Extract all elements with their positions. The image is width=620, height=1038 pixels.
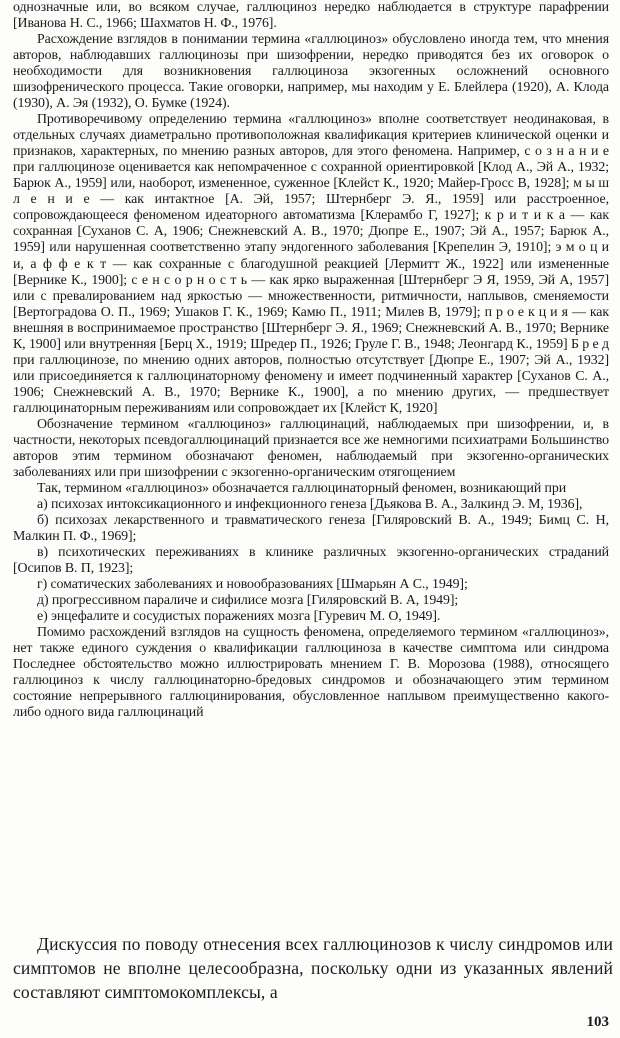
list-item: е) энцефалите и сосудистых поражениях мозга [Гуревич М. О, 1949]. — [37, 609, 441, 625]
small-print-block — [13, 0, 609, 721]
paragraph-parafrenia: однозначные или, во всяком случае, галлюциноз нередко наблюдается в структуре парафрении [Иванова Н. С., 1966; Шахматов Н. Ф., 1976]. — [13, 0, 609, 32]
paragraph-designation: Обозначение термином «галлюциноз» галлюцинаций, наблюдаемых при шизофрении, и, в частности, некоторых псевдогаллюцинаций признается все же немногими психиатрами Большинство авторов этим термином обозначают феномен, наблюдаемый при экзогенно-органических заболеваниях или при шизофрении с экзогенно-органическим отягощением — [13, 416, 609, 480]
paragraph-criteria: Противоречивому определению термина «галлюциноз» вполне соответствует неодинаковая, в отдельных случаях диаметрально противоположная квалификация критериев клинической оценки и признаков, характерных, по мнению разных авторов, для этого феномена. Например, с о з н а н и е при галлюцинозе оценивается как непомраченное с сохранной ориентировкой [Клод А., Эй А., 1932; Барюк А., 1959] или, наоборот, измененное, суженное [Клейст К., 1920; Майер-Гросс В, 1928]; м ы ш л е н и е — как интактное [А. Эй, 1957; Штернберг Э. Я., 1959] или расстроенное, сопровождающееся феноменом идеаторного автоматизма [Клерамбо Г, 1927]; к р и т и к а — как сохранная [Суханов С. А, 1906; Снежневский А. В., 1970; Дюпре Е., 1907; Эй А., 1957; Барюк А., 1959] или нарушенная соответственно этапу эндогенного заболевания [Крепелин Э, 1910]; э м о ц и и, а ф ф е к т — как сохранные с благодушной реакцией [Лермитт Ж., 1922] или измененные [Вернике К., 1900]; с е н с о р н о с т ь — как ярко выраженная [Штернберг Э Я, 1959, Эй А, 1957] или с превалированием над яркостью — множественности, ритмичности, наплывов, сменяемости [Вертоградова О. П., 1969; Ушаков Г. К., 1969; Камю П., 1911; Милев В, 1979]; п р о е к ц и я — как внешняя в воспринимаемое пространство [Штернберг Э. Я., 1969; Снежневский А. В., 1970; Вернике К, 1900] или внутренняя [Берц Х., 1919; Шредер П., 1926; Груле Г. В., 1948; Леонгард К., 1959] Б р е д при галлюцинозе, по мнению одних авторов, полностью отсутствует [Дюпре Е., 1907; Эй А., 1932] или присоединяется к галлюцинаторному феномену и имеет подчиненный характер [Суханов С. А., 1906; Снежневский А. В., 1970; Вернике К., 1900], а по мнению других, — предшествует галлюцинаторным переживаниям или сопровождает их [Клейст К, 1920] — [13, 112, 609, 416]
list-item: а) психозах интоксикационного и инфекционного генеза [Дьякова В. А., Залкинд Э. М, 1936], — [37, 496, 583, 512]
paragraph-closing: Помимо расхождений взглядов на сущность феномена, определяемого термином «галлюциноз», нет также единого суждения о квалификации галлюциноза в качестве симптома или синдрома Последнее обстоятельство можно иллюстрировать мнением Г. В. Морозова (1988), относящего галлюциноз к числу галлюцинаторно-бредовых синдромов и обозначающего этим термином состояние непрерывного галлюцинирования, обусловленное наплывом преимущественно какого-либо одного вида галлюцинаций — [13, 625, 609, 721]
large-print-block — [13, 932, 613, 1004]
paragraph-discussion: Дискуссия по поводу отнесения всех галлюцинозов к числу синдромов или симптомов не вполне целесообразна, поскольку одни из указанных явлений составляют симптомокомплексы, а — [13, 934, 613, 1002]
list-item: д) прогрессивном параличе и сифилисе мозга [Гиляровский В. А, 1949]; — [37, 593, 459, 609]
list-item: г) соматических заболеваниях и новообразованиях [Шмарьян А С., 1949]; — [37, 577, 468, 593]
paragraph-list-intro: Так, термином «галлюциноз» обозначается галлюцинаторный феномен, возникающий при — [37, 480, 567, 496]
page-number: 103 — [586, 1014, 609, 1030]
list-item: б) психозах лекарственного и травматического генеза [Гиляровский В. А., 1949; Бимц С. Н, Малкин П. Ф., 1969]; — [13, 513, 609, 545]
list-item: в) психотических переживаниях в клинике различных экзогенно-органических страданий [Осипов В. П, 1923]; — [13, 545, 609, 577]
paragraph-divergence: Расхождение взглядов в понимании термина «галлюциноз» обусловлено иногда тем, что мнения авторов, наблюдавших галлюцинозы при шизофрении, нередко приводятся без их оговорок о необходимости для возникновения галлюциноза экзогенных осложнений основного шизофренического процесса. Такие оговорки, например, мы находим у Е. Блейлера (1920), А. Клода (1930), А. Эя (1932), О. Бумке (1924). — [13, 32, 609, 112]
